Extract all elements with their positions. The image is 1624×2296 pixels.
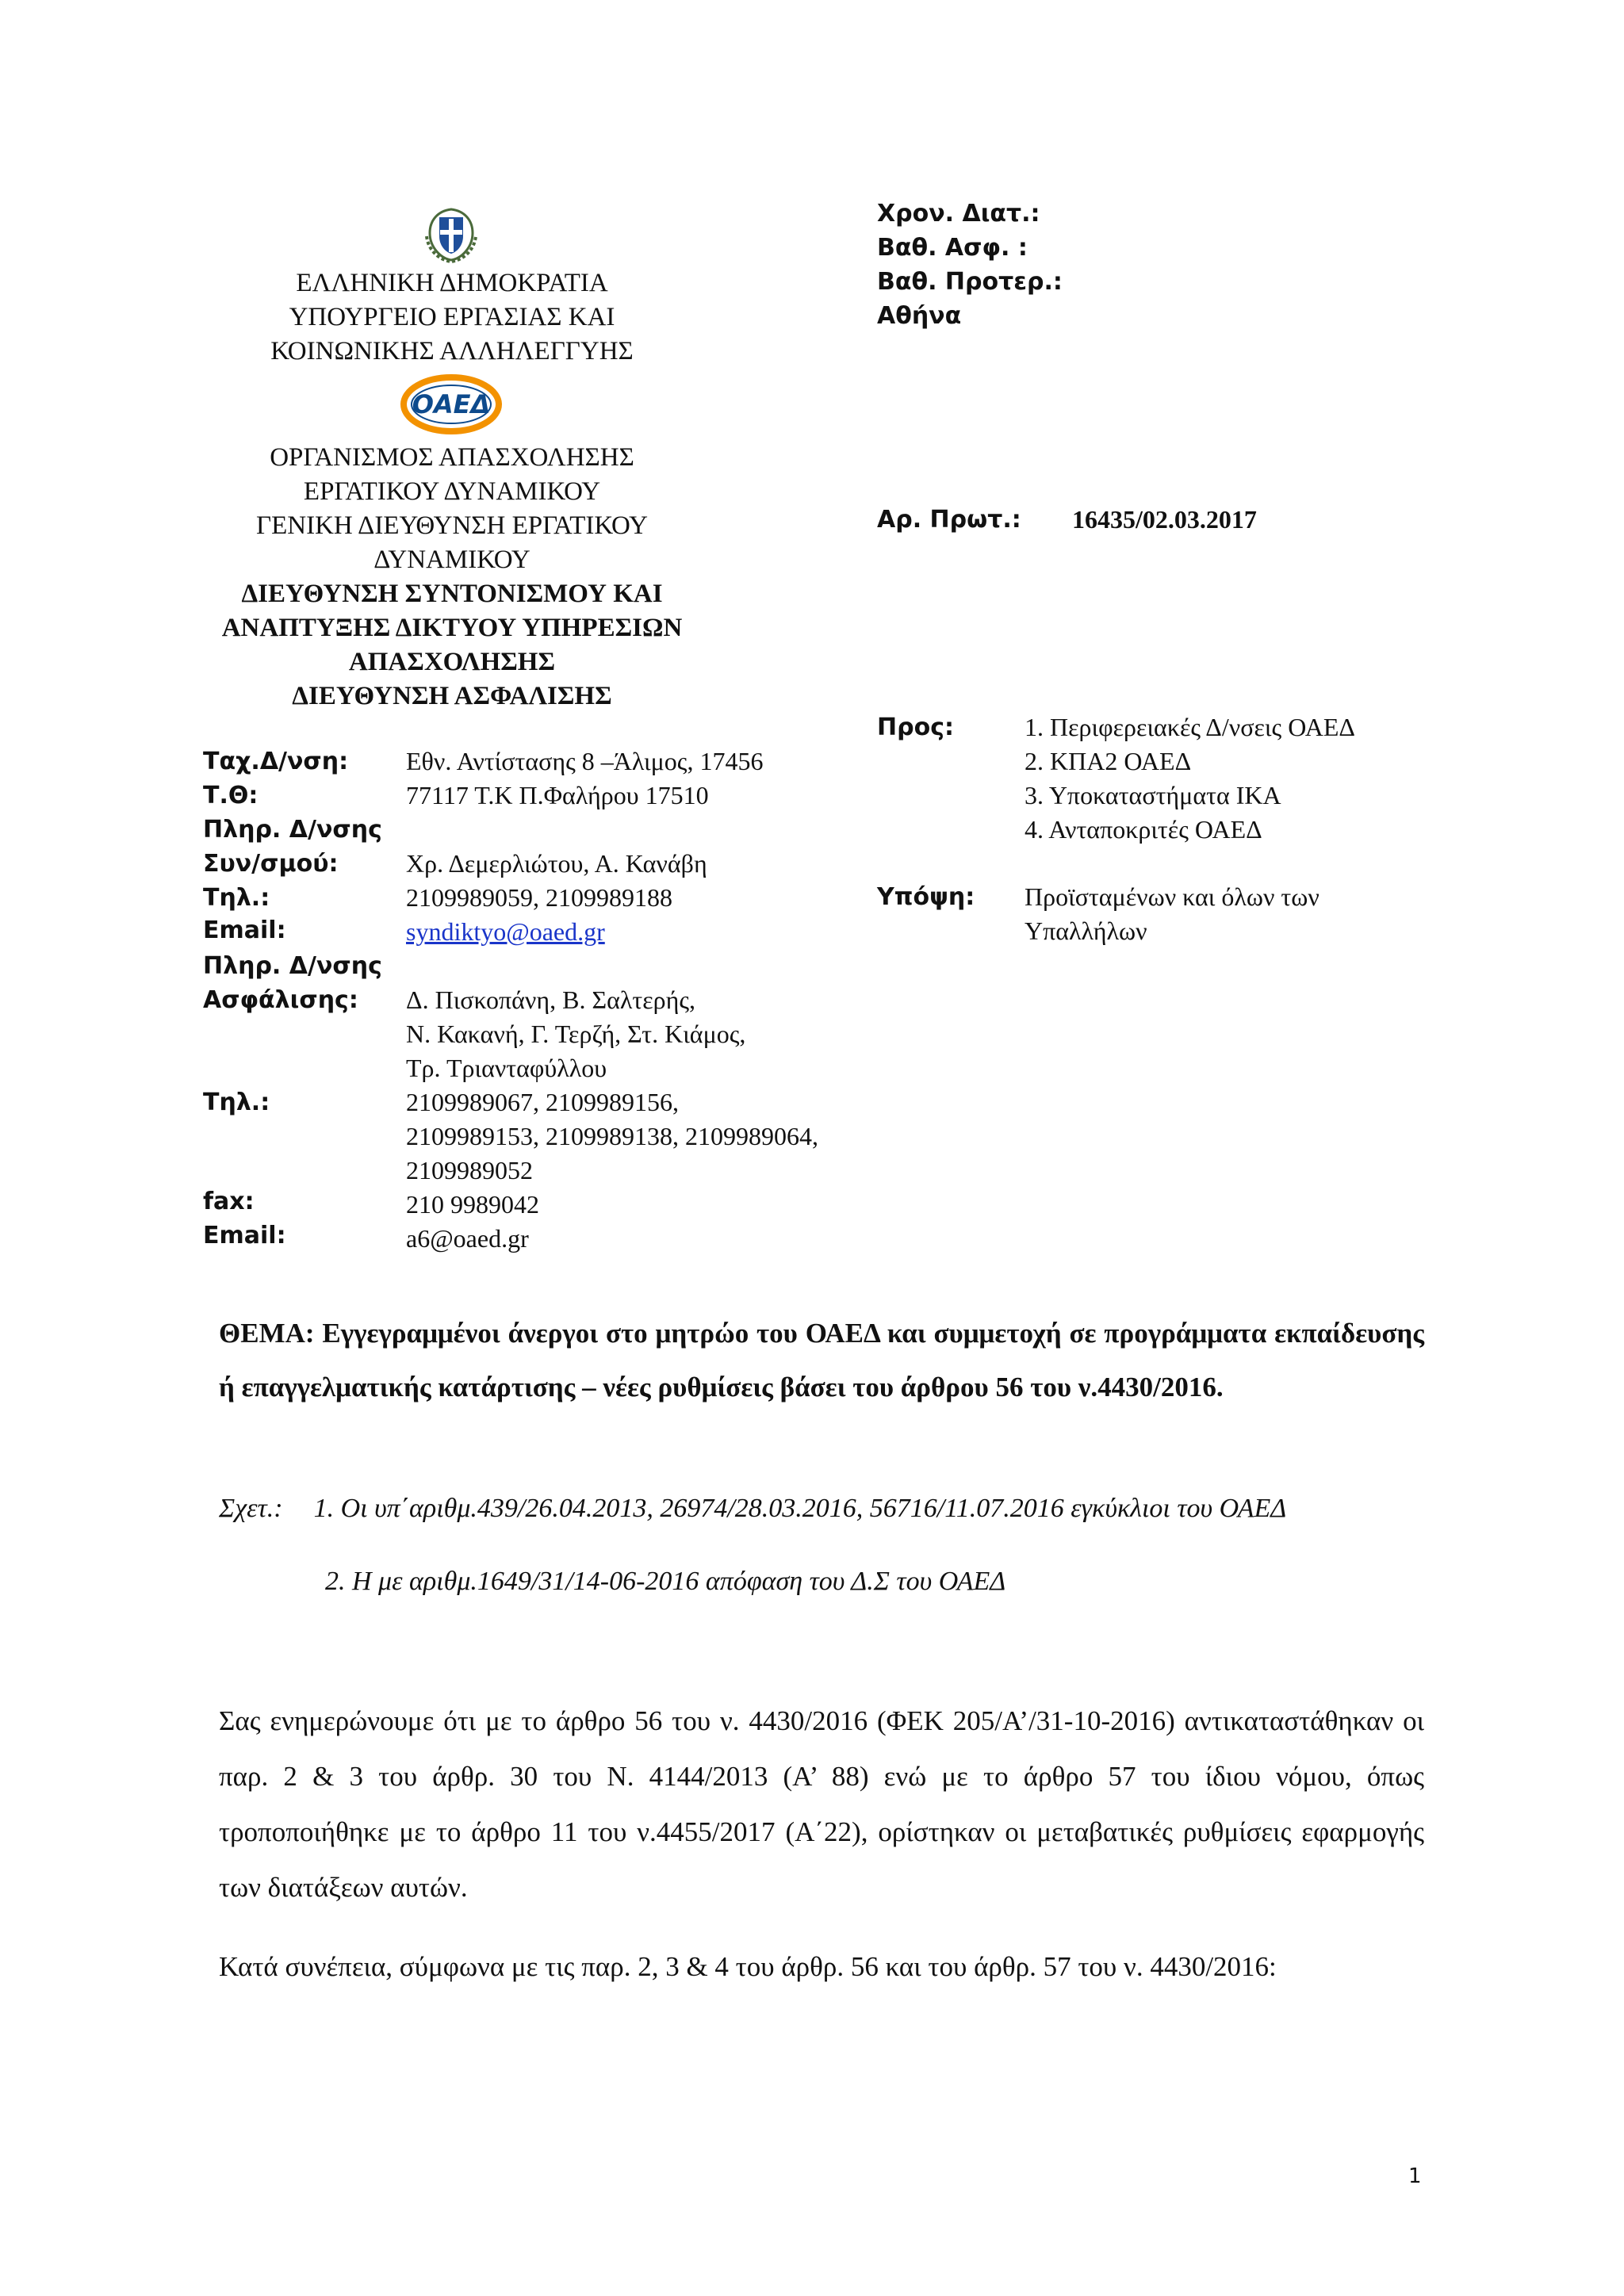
po-box-label: Τ.Θ: bbox=[203, 782, 259, 809]
related-line-1 bbox=[219, 1490, 1440, 1527]
related-item-2: 2. Η με αριθμ.1649/31/14-06-2016 απόφαση του Δ.Σ του ΟΑΕΔ bbox=[325, 1567, 1006, 1596]
vath-proter-label: Βαθ. Προτερ.: bbox=[877, 268, 1063, 296]
subject-block bbox=[219, 1307, 1424, 1414]
directorate-line-3: ΑΠΑΣΧΟΛΗΣΗΣ bbox=[348, 648, 556, 676]
insurance-info-label-2: Ασφάλισης: bbox=[203, 986, 358, 1014]
coordination-info-label: Πληρ. Δ/νσης bbox=[203, 816, 382, 844]
phone-values-2-line-2: 2109989153, 2109989138, 2109989064, bbox=[406, 1122, 818, 1150]
chron-diat-label: Χρον. Διατ.: bbox=[877, 200, 1040, 228]
insurance-contacts-line-3: Τρ. Τριανταφύλλου bbox=[406, 1054, 607, 1082]
recipients-label: Προς: bbox=[877, 714, 954, 741]
body-paragraph-1: Σας ενημερώνουμε ότι με το άρθρο 56 του ν. 4430/2016 (ΦΕΚ 205/Α’/31-10-2016) αντικαταστάθηκαν οι παρ. 2 & 3 του άρθρ. 30 του Ν. 4144/2013 (Α’ 88) ενώ με το άρθρο 57 του ίδιου νόμου, όπως τροποποιήθηκε με το άρθρο 11 του ν.4455/2017 (Α΄22), ορίστηκαν οι μεταβατικές ρυθμίσεις εφαρμογής των διατάξεων αυτών. bbox=[219, 1705, 1424, 1903]
protocol-number-value: 16435/02.03.2017 bbox=[1072, 505, 1257, 534]
fax-value: 210 9989042 bbox=[406, 1190, 539, 1219]
ministry-line-2: ΚΟΙΝΩΝΙΚΗΣ ΑΛΛΗΛΕΓΓΥΗΣ bbox=[270, 337, 634, 365]
subject-label: ΘΕΜΑ: bbox=[219, 1318, 315, 1349]
phone-values-2-line-1: 2109989067, 2109989156, bbox=[406, 1088, 679, 1116]
attention-line-2: Υπαλλήλων bbox=[1025, 916, 1147, 945]
related-item-1: 1. Οι υπ΄αριθμ.439/26.04.2013, 26974/28.03.2016, 56716/11.07.2016 εγκύκλιοι του ΟΑΕΔ bbox=[313, 1494, 1287, 1523]
ministry-line-1: ΥΠΟΥΡΓΕΙΟ ΕΡΓΑΣΙΑΣ ΚΑΙ bbox=[289, 303, 615, 331]
city-label: Αθήνα bbox=[877, 302, 962, 330]
insurance-contacts-line-2: Ν. Κακανή, Γ. Τερζή, Στ. Κιάμος, bbox=[406, 1020, 746, 1048]
greek-coat-of-arms-icon bbox=[416, 205, 487, 263]
insurance-info-label: Πληρ. Δ/νσης bbox=[203, 952, 382, 980]
republic-line-1: ΕΛΛΗΝΙΚΗ ΔΗΜΟΚΡΑΤΙΑ bbox=[296, 269, 608, 297]
logo-text: ΟΑΕΔ bbox=[412, 389, 491, 419]
phone-values-2-line-3: 2109989052 bbox=[406, 1156, 533, 1184]
general-directorate-line-1: ΓΕΝΙΚΗ ΔΙΕΥΘΥΝΣΗ ΕΡΓΑΤΙΚΟΥ bbox=[256, 511, 648, 540]
fax-label: fax: bbox=[203, 1188, 255, 1215]
vath-asf-label: Βαθ. Ασφ. : bbox=[877, 234, 1028, 262]
address-value: Εθν. Αντίστασης 8 –Άλιμος, 17456 bbox=[406, 747, 764, 775]
insurance-contacts-line-1: Δ. Πισκοπάνη, Β. Σαλτερής, bbox=[406, 985, 696, 1014]
coordination-info-label-2: Συν/σμού: bbox=[203, 850, 339, 878]
phone-value-1: 2109989059, 2109989188 bbox=[406, 883, 672, 912]
related-label: Σχετ.: bbox=[219, 1494, 283, 1523]
phone-label-1: Τηλ.: bbox=[203, 884, 270, 912]
body-paragraph-2: Κατά συνέπεια, σύμφωνα με τις παρ. 2, 3 & 4 του άρθρ. 56 και του άρθρ. 57 του ν. 4430/2016: bbox=[219, 1951, 1277, 1982]
address-label: Ταχ.Δ/νση: bbox=[203, 748, 349, 775]
protocol-number-label: Αρ. Πρωτ.: bbox=[877, 506, 1021, 534]
subject-text: Εγγεγραμμένοι άνεργοι στο μητρώο του ΟΑΕΔ και συμμετοχή σε προγράμματα εκπαίδευσης ή επαγγελματικής κατάρτισης – νέες ρυθμίσεις βάσει του άρθρου 56 του ν.4430/2016. bbox=[219, 1318, 1424, 1402]
page-number: 1 bbox=[1408, 2164, 1422, 2188]
recipient-1: 1. Περιφερειακές Δ/νσεις ΟΑΕΔ bbox=[1025, 713, 1355, 741]
email-link-syndiktyo[interactable]: syndiktyo@oaed.gr bbox=[406, 917, 605, 946]
coordination-contacts: Χρ. Δεμερλιώτου, Α. Κανάβη bbox=[406, 849, 707, 878]
po-box-value: 77117 Τ.Κ Π.Φαλήρου 17510 bbox=[406, 781, 709, 809]
general-directorate-line-2: ΔΥΝΑΜΙΚΟΥ bbox=[373, 545, 530, 574]
email-value-2: a6@oaed.gr bbox=[406, 1224, 529, 1253]
recipient-3: 3. Υποκαταστήματα ΙΚΑ bbox=[1025, 781, 1281, 809]
attention-line-1: Προϊσταμένων και όλων των bbox=[1025, 882, 1320, 911]
email-label-2: Email: bbox=[203, 1222, 286, 1249]
recipient-4: 4. Ανταποκριτές ΟΑΕΔ bbox=[1025, 815, 1262, 844]
organization-line-2: ΕΡΓΑΤΙΚΟΥ ΔΥΝΑΜΙΚΟΥ bbox=[303, 477, 601, 506]
email-label-1: Email: bbox=[203, 916, 286, 944]
attention-label: Υπόψη: bbox=[877, 883, 975, 911]
phone-label-2: Τηλ.: bbox=[203, 1089, 270, 1116]
directorate-line-2: ΑΝΑΠΤΥΞΗΣ ΔΙΚΤΥΟΥ ΥΠΗΡΕΣΙΩΝ bbox=[221, 614, 683, 642]
organization-line-1: ΟΡΓΑΝΙΣΜΟΣ ΑΠΑΣΧΟΛΗΣΗΣ bbox=[270, 443, 634, 472]
directorate-line-1: ΔΙΕΥΘΥΝΣΗ ΣΥΝΤΟΝΙΣΜΟΥ ΚΑΙ bbox=[241, 580, 663, 608]
oaed-logo bbox=[400, 373, 503, 436]
recipient-2: 2. ΚΠΑ2 ΟΑΕΔ bbox=[1025, 747, 1192, 775]
insurance-directorate: ΔΙΕΥΘΥΝΣΗ ΑΣΦΑΛΙΣΗΣ bbox=[292, 682, 612, 710]
